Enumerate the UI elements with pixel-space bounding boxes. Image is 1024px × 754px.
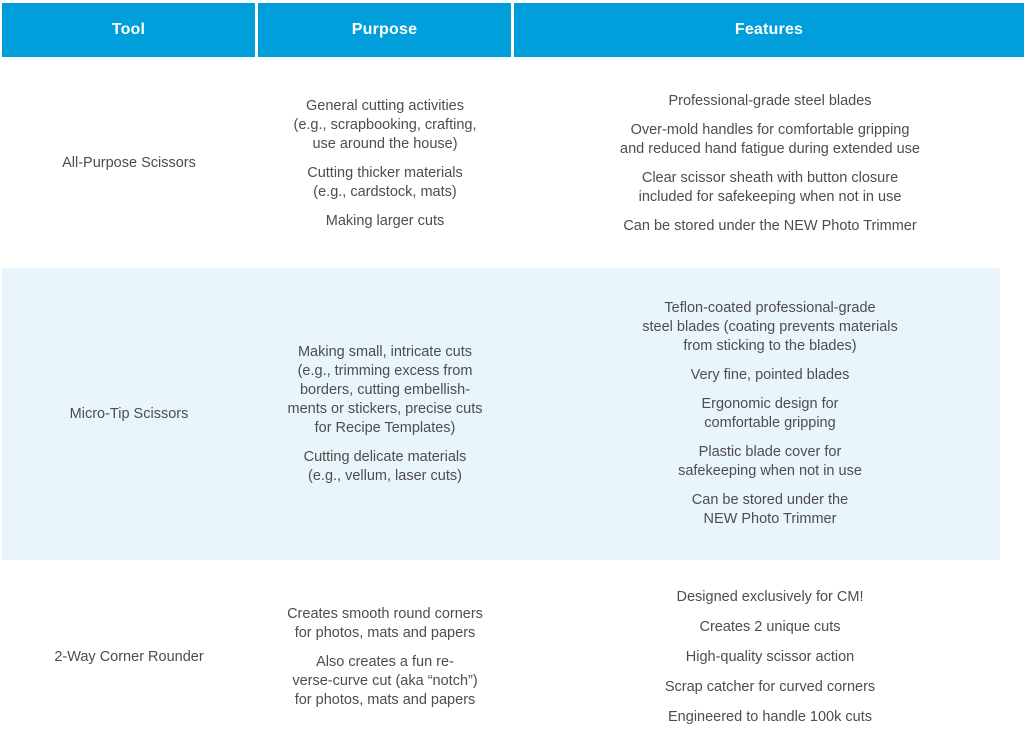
features-cell bbox=[514, 268, 1024, 560]
feature-item: Scrap catcher for curved corners bbox=[664, 679, 876, 695]
purpose-cell bbox=[258, 561, 512, 754]
feature-item: Can be stored under the NEW Photo Trimmer bbox=[623, 217, 917, 234]
purpose-cell bbox=[258, 268, 512, 560]
feature-item: Engineered to handle 100k cuts bbox=[668, 709, 872, 725]
feature-item: Teflon-coated professional-grade steel blades (coating prevents materials from sticking to the blades) bbox=[642, 300, 898, 354]
purpose-item: Creates smooth round corners for photos, mats and papers bbox=[287, 606, 483, 641]
purpose-item: Making larger cuts bbox=[325, 212, 445, 229]
table-header bbox=[2, 3, 1024, 57]
feature-item: High-quality scissor action bbox=[685, 649, 855, 665]
tool-name: Micro-Tip Scissors bbox=[69, 405, 189, 422]
feature-item: Creates 2 unique cuts bbox=[699, 619, 841, 635]
table-row bbox=[2, 561, 1000, 754]
table-row bbox=[2, 60, 1000, 267]
header-purpose: Purpose bbox=[258, 3, 511, 57]
purpose-cell bbox=[258, 60, 512, 267]
header-tool: Tool bbox=[2, 3, 255, 57]
tool-name: 2-Way Corner Rounder bbox=[54, 649, 204, 665]
purpose-item: Cutting thicker materials (e.g., cardstock, mats) bbox=[307, 164, 463, 200]
feature-item: Professional-grade steel blades bbox=[668, 92, 872, 109]
feature-item: Can be stored under the NEW Photo Trimmer bbox=[691, 492, 849, 527]
feature-item: Very fine, pointed blades bbox=[690, 367, 850, 383]
purpose-item: Cutting delicate materials (e.g., vellum, laser cuts) bbox=[303, 448, 467, 484]
feature-item: Designed exclusively for CM! bbox=[676, 589, 864, 605]
purpose-item: Making small, intricate cuts (e.g., trimming excess from borders, cutting embellish- ments or stickers, precise cuts for Recipe Templates) bbox=[287, 343, 483, 436]
tool-name: All-Purpose Scissors bbox=[62, 155, 196, 171]
header-features: Features bbox=[514, 3, 1024, 57]
purpose-item: Also creates a fun re- verse-curve cut (aka “notch”) for photos, mats and papers bbox=[292, 654, 478, 708]
feature-item: Clear scissor sheath with button closure included for safekeeping when not in use bbox=[638, 169, 902, 205]
tool-cell bbox=[2, 268, 256, 560]
features-cell bbox=[514, 561, 1024, 754]
purpose-item: General cutting activities (e.g., scrapbooking, crafting, use around the house) bbox=[293, 97, 477, 152]
feature-item: Over-mold handles for comfortable gripping and reduced hand fatigue during extended use bbox=[620, 121, 920, 157]
feature-item: Ergonomic design for comfortable gripping bbox=[701, 396, 839, 431]
tool-cell bbox=[2, 561, 256, 754]
features-cell bbox=[514, 60, 1024, 267]
feature-item: Plastic blade cover for safekeeping when not in use bbox=[678, 444, 862, 479]
tool-cell bbox=[2, 60, 256, 267]
table-row bbox=[2, 268, 1000, 560]
